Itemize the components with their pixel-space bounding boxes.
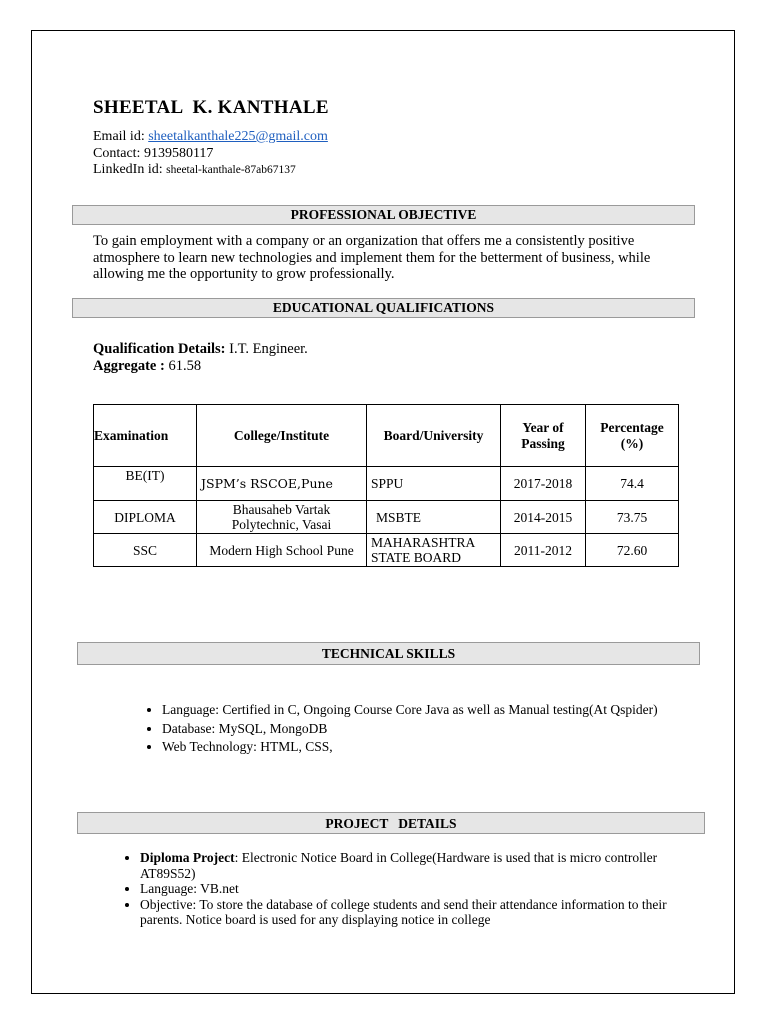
education-heading: EDUCATIONAL QUALIFICATIONS: [72, 298, 695, 318]
diploma-project-label: Diploma Project: [140, 850, 235, 865]
list-item: • Language: VB.net: [140, 881, 710, 897]
objective-heading: PROFESSIONAL OBJECTIVE: [72, 205, 695, 225]
table-header-row: [94, 405, 679, 467]
exam-cell: DIPLOMA: [94, 501, 197, 534]
list-item: • Database: MySQL, MongoDB: [162, 720, 682, 739]
year-cell: 2011-2012: [501, 534, 586, 567]
column-header-percentage: Percentage (%): [586, 405, 679, 467]
board-cell: MAHARASHTRA STATE BOARD: [367, 534, 501, 567]
email-line: [93, 129, 328, 145]
qualification-value: I.T. Engineer.: [225, 341, 308, 357]
college-cell: Modern High School Pune: [197, 534, 367, 567]
board-cell: MSBTE: [367, 501, 501, 534]
table-row: [94, 501, 679, 534]
contact-line: [93, 146, 213, 162]
table-row: [94, 534, 679, 567]
percent-cell: 74.4: [586, 467, 679, 501]
email-label: Email id:: [93, 129, 149, 144]
table-row: [94, 467, 679, 501]
linkedin-line: [93, 162, 296, 178]
aggregate-value: 61.58: [164, 358, 202, 374]
contact-number: 9139580117: [143, 146, 214, 161]
email-link[interactable]: sheetalkanthale225@gmail.com: [148, 129, 328, 144]
aggregate-line: [93, 358, 201, 375]
column-header-college: College/Institute: [197, 405, 367, 467]
column-header-examination: Examination: [94, 405, 197, 467]
skills-heading: TECHNICAL SKILLS: [77, 642, 700, 665]
board-cell: SPPU: [367, 467, 501, 501]
list-item: • Objective: To store the database of college students and send their attendance information to their parents. Notice board is used for any displaying notice in college: [140, 897, 710, 928]
percent-cell: 73.75: [586, 501, 679, 534]
skills-list: [138, 701, 682, 757]
contact-label: Contact:: [93, 146, 144, 161]
linkedin-id: sheetal-kanthale-87ab67137: [166, 164, 296, 176]
percent-cell: 72.60: [586, 534, 679, 567]
education-table: [93, 404, 679, 567]
exam-cell: SSC: [94, 534, 197, 567]
column-header-year: Year of Passing: [501, 405, 586, 467]
qualification-details: [93, 341, 308, 358]
qualification-label: Qualification Details:: [93, 341, 226, 357]
objective-text: To gain employment with a company or an organization that offers me a consistently positive atmosphere to learn new technologies and implement them for the betterment of business, while allowing me the opportunity to grow professionally.: [93, 233, 651, 282]
list-item: • Web Technology: HTML, CSS,: [162, 738, 682, 757]
linkedin-label: LinkedIn id:: [93, 162, 167, 177]
project-list: [116, 850, 710, 928]
aggregate-label: Aggregate :: [93, 358, 165, 374]
college-cell: JSPM’s RSCOE,Pune: [197, 467, 367, 501]
exam-cell: BE(IT): [94, 467, 197, 501]
candidate-name: SHEETAL K. KANTHALE: [93, 97, 329, 118]
column-header-board: Board/University: [367, 405, 501, 467]
college-cell: Bhausaheb Vartak Polytechnic, Vasai: [197, 501, 367, 534]
diploma-project-text: : Electronic Notice Board in College(Hardware is used that is micro controller AT89S52): [140, 850, 658, 881]
list-item: [140, 850, 710, 881]
list-item: • Language: Certified in C, Ongoing Course Core Java as well as Manual testing(At Qspider): [162, 701, 682, 720]
project-heading: PROJECT DETAILS: [77, 812, 705, 834]
year-cell: 2014-2015: [501, 501, 586, 534]
year-cell: 2017-2018: [501, 467, 586, 501]
